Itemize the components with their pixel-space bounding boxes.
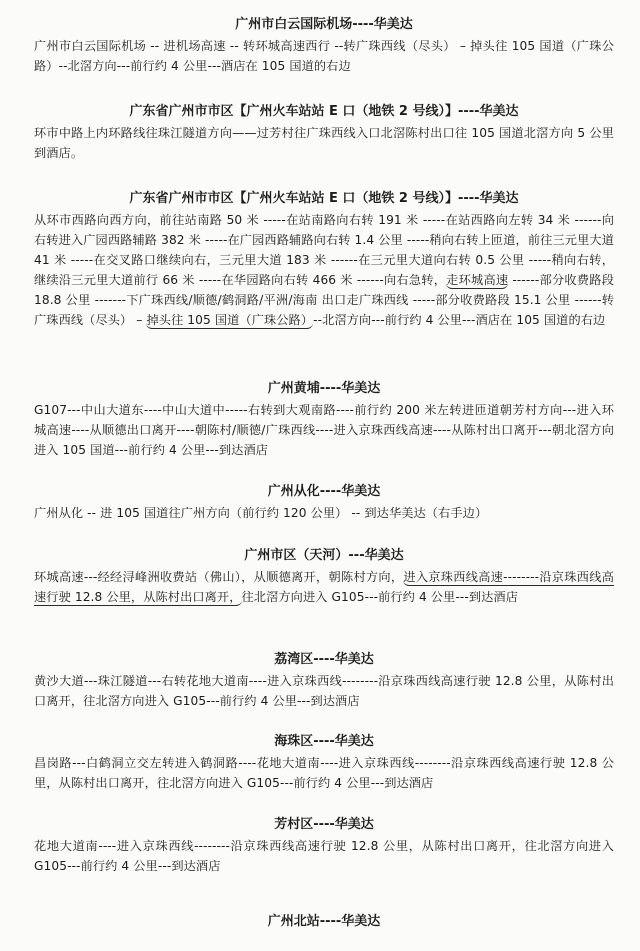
text-run: 环城高速---经经浔峰洲收费站（佛山），从顺德离开，朝陈村方向， — [34, 570, 404, 584]
section-body: 环市中路上内环路线往珠江隧道方向——过芳村往广珠西线入口北滘陈村出口往 105 国道北滘方向 5 公里到酒店。 — [34, 126, 614, 160]
section-title: 广州市区（天河）---华美达 — [244, 548, 404, 563]
section-liwan — [34, 651, 614, 711]
section-body: 黄沙大道---珠江隧道---右转花地大道南----进入京珠西线--------沿京珠西线高速行驶 12.8 公里，从陈村出口离开，往北滘方向进入 G105---前行约 4 公里---到达酒店 — [34, 674, 614, 708]
text-run: --北滘方向---前行约 4 公里---酒店在 105 国道的右边 — [313, 313, 606, 327]
section-haizhu — [34, 733, 614, 793]
handwritten-underline: 掉头往 105 国道（广珠公路） — [146, 313, 314, 327]
handwritten-underline: 进入京珠西线高速--------沿京珠西线高速行驶 12.8 公里，从陈村出口离开， — [34, 570, 614, 604]
section-title: 荔湾区----华美达 — [274, 652, 374, 667]
section-tianhe — [34, 547, 614, 607]
section-title: 广州从化----华美达 — [267, 484, 381, 499]
text-run: 往北滘方向进入 G105---前行约 4 公里---到达酒店 — [241, 590, 518, 604]
section-guangzhou-north — [34, 913, 614, 933]
text-run: ------部分收费路段 18.8 公里 -------下广珠西线/顺德/鹤洞路/平洲/海南 出口走广珠西线 -----部分收费路段 15.1 公里 ------转广珠西线（尽头） – — [34, 273, 615, 327]
section-body: 花地大道南----进入京珠西线--------沿京珠西线高速行驶 12.8 公里，从陈村出口离开，往北滘方向进入 G105---前行约 4 公里---到达酒店 — [34, 839, 614, 873]
section-railway-station-1 — [34, 103, 614, 163]
section-title: 广州北站----华美达 — [267, 914, 381, 929]
section-railway-station-2 — [34, 190, 614, 330]
section-body: 广州市白云国际机场 -- 进机场高速 -- 转环城高速西行 --转广珠西线（尽头） – 掉头往 105 国道（广珠公路）--北滘方向---前行约 4 公里---酒店在 105 国道的右边 — [34, 39, 614, 73]
section-title: 广东省广州市市区【广州火车站站 E 口（地铁 2 号线）】----华美达 — [129, 104, 519, 119]
section-title: 广东省广州市市区【广州火车站站 E 口（地铁 2 号线）】----华美达 — [129, 191, 519, 206]
section-body: G107---中山大道东----中山大道中-----右转到大观南路----前行约 200 米左转进匝道朝芳村方向---进入环城高速----从顺德出口离开----朝陈村/顺德/广珠西线----进入京珠西线高速----从陈村出口离开---朝北滘方向进入 105 国道---前行约 4 公里---到达酒店 — [34, 403, 614, 457]
section-title: 芳村区----华美达 — [274, 817, 374, 832]
section-fangcun — [34, 816, 614, 876]
text-run: 从环市西路向西方向，前往站南路 50 米 -----在站南路向右转 191 米 -----在站西路向左转 34 米 ------向右转进入广园西路辅路 382 米 -----在广园西路辅路向右转 1.4 公里 -----稍向右转上匝道，前往三元里大道 41 米 -----在交叉路口继续向右，三元里大道 183 米 ------在三元里大道向右转 0.5 公里 -----稍向右转，继续沿三元里大道前行 66 米 -----在华园路向右转 466 米 ------向右急转， — [34, 213, 614, 287]
handwritten-underline: 走环城高速 — [446, 273, 509, 287]
section-body: 昌岗路---白鹤洞立交左转进入鹤洞路----花地大道南----进入京珠西线--------沿京珠西线高速行驶 12.8 公里，从陈村出口离开，往北滘方向进入 G105---前行约 4 公里---到达酒店 — [34, 756, 614, 790]
section-conghua — [34, 483, 614, 523]
section-title: 广州黄埔----华美达 — [267, 381, 381, 396]
section-body — [34, 210, 614, 330]
section-body: 广州从化 -- 进 105 国道往广州方向（前行约 120 公里） -- 到达华美达（右手边） — [34, 506, 488, 520]
section-title: 广州市白云国际机场----华美达 — [235, 17, 413, 32]
section-airport — [34, 16, 614, 76]
section-title: 海珠区----华美达 — [274, 734, 374, 749]
section-huangpu — [34, 380, 614, 460]
section-body — [34, 567, 614, 607]
